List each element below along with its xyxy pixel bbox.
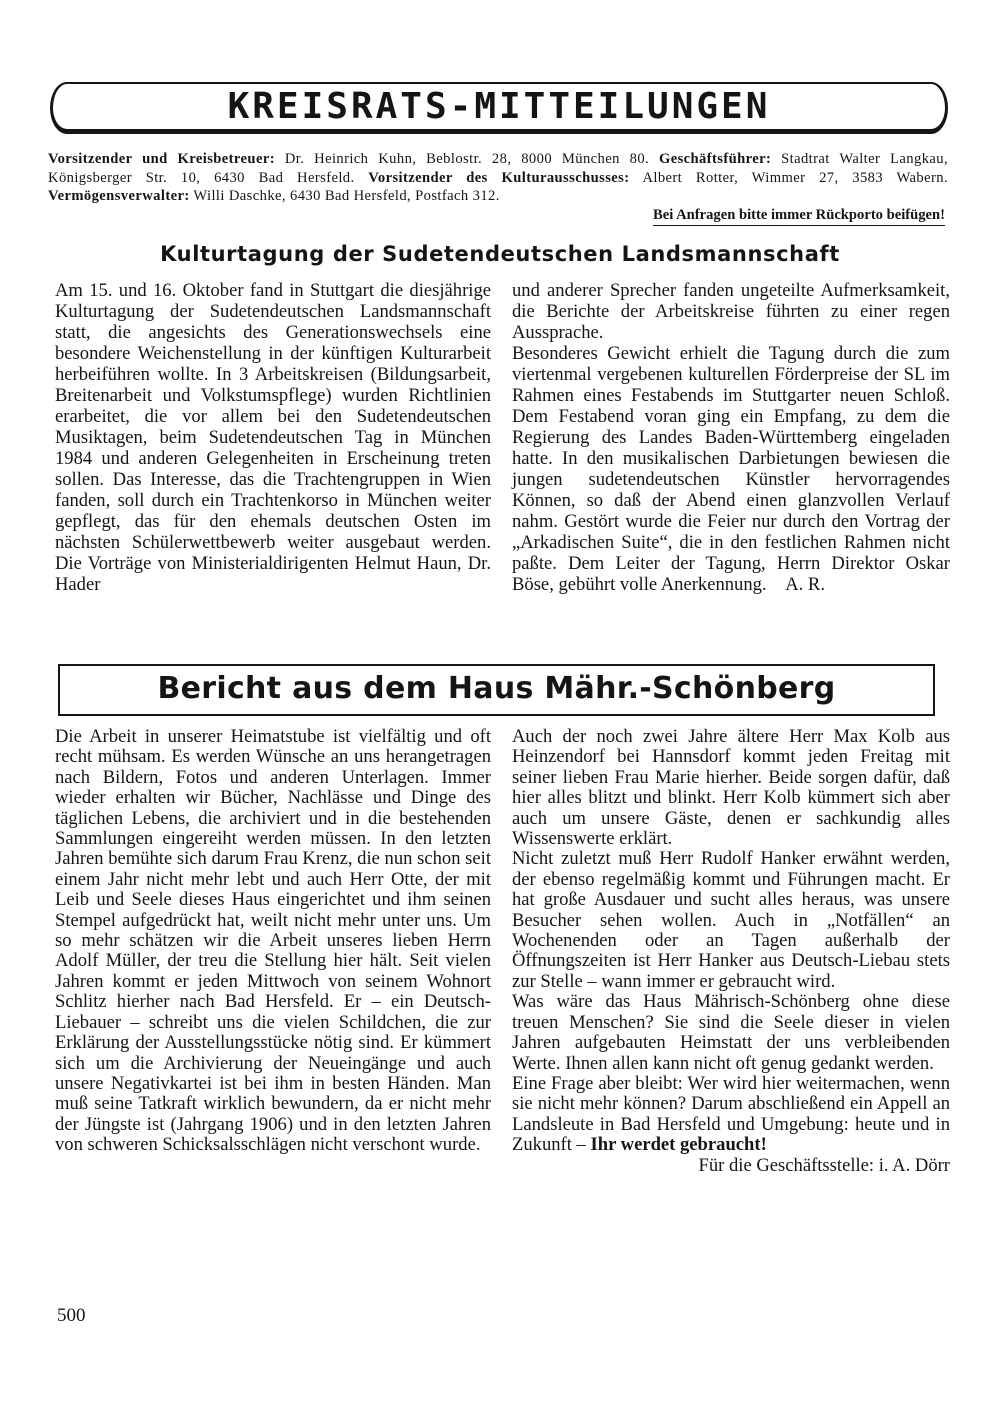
article2-paragraph: Die Arbeit in unserer Heimatstube ist vielfältig und oft recht mühsam. Es werden Wünsche an uns herangetragen nach Bildern, Fotos und anderen Unterlagen. Immer wieder erhalten wir Bücher, Nachlässe und Dinge des täglichen Lebens, die archiviert und in die bestehenden Sammlungen eingereiht werden müssen. In den letzten Jahren bemühte sich darum Frau Krenz, die nun schon seit einem Jahr nicht mehr lebt und auch Herr Otte, der mit Leib und Seele dieses Haus eingerichtet und ihm seinen Stempel aufgedrückt hat, weilt nicht mehr unter uns. Um so mehr schätzen wir die Arbeit unseres lieben Herrn Adolf Müller, der treu die Stellung hier hält. Seit vielen Jahren kommt er jeden Mittwoch von seinem Wohnort Schlitz hierher nach Bad Hersfeld. Er – ein Deutsch-Liebauer – schreibt uns die vielen Schildchen, die zur Erklärung der Ausstellungsstücke nötig sind. Er kümmert sich um die Archivierung der Neueingänge und auch unsere Negativkartei ist bei ihm in besten Händen. Man muß seine Tatkraft wirklich bewundern, da er nicht mehr der Jüngste ist (Jahrgang 1906) und in den letzten Jahren von schweren Schicksalsschlägen nicht verschont wurde. [55,726,491,1156]
article1-paragraph [512,343,950,595]
article1-paragraph-text: Besonderes Gewicht erhielt die Tagung durch die zum viertenmal vergebenen kulturellen Förderpreise der SL im Rahmen eines Festabends im Stuttgarter neuen Schloß. Dem Festabend voran ging ein Empfang, zu dem die Regierung des Landes Baden-Württemberg eingeladen hatte. In den musikalischen Darbietungen bewiesen die jungen sudetendeutschen Künstler hervorragendes Können, so daß der Abend einen glanzvollen Verlauf nahm. Gestört wurde die Feier nur durch den Vortrag der „Arkadischen Suite“, die in den festlichen Rahmen nicht paßte. Dem Leiter der Tagung, Herrn Direktor Oskar Böse, gebührt volle Anerkennung. [512,343,950,595]
masthead-title: KREISRATS-MITTEILUNGEN [227,86,771,127]
article2-paragraph: Auch der noch zwei Jahre ältere Herr Max Kolb aus Heinzendorf bei Hannsdorf kommt jeden Freitag mit seiner lieben Frau Marie hierher. Beide sorgen dafür, daß hier alles blitzt und blinkt. Herr Kolb kümmert sich aber auch um unsere Gäste, denen er sachkundig alles Wissenswerte erklärt. [512,726,950,850]
value-manager: Stadtrat Walter Langkau, Königsberger Str. 10, 6430 Bad Hersfeld. [48,151,949,186]
article2-signature: Für die Geschäftsstelle: i. A. Dörr [698,1154,950,1176]
value-culture-chair: Albert Rotter, Wimmer 27, 3583 Wabern. [629,169,948,186]
article2-emphasis: Ihr werdet gebraucht! [590,1134,767,1156]
value-chairman: Dr. Heinrich Kuhn, Beblostr. 28, 8000 München 80. [274,151,659,167]
article2-column-left [55,727,491,1156]
article1-column-right [512,280,950,595]
article1-paragraph: Am 15. und 16. Oktober fand in Stuttgart die diesjährige Kulturtagung der Sudetendeutschen Landsmannschaft statt, die angesichts des Generationswechsels eine besondere Weichenstellung in der künftigen Kulturarbeit herbeiführen wollte. In 3 Arbeitskreisen (Bildungsarbeit, Breitenarbeit und Volkstumspflege) wurden Richtlinien erarbeitet, die vor allem bei den Sudetendeutschen Musiktagen, beim Sudetendeutschen Tag in München 1984 und anderen Gelegenheiten in Erscheinung treten sollen. Das Interesse, das die Trachtengruppen in Wien fanden, soll durch ein Trachtenkorso in München weiter gepflegt, das für den ehemals deutschen Osten im nächsten Schülerwettbewerb weiter ausgebaut werden. Die Vorträge von Ministerialdirigenten Helmut Haun, Dr. Hader [55,280,491,595]
article2-paragraph: Nicht zuletzt muß Herr Rudolf Hanker erwähnt werden, der ebenso regelmäßig kommt und Führungen macht. Er hat große Ausdauer und sucht alles heraus, was unsere Besucher sehen wollen. Auch in „Notfällen“ an Wochenenden oder an Tagen außerhalb der Öffnungszeiten ist Herr Hanker aus Deutsch-Liebau stets zur Stelle – wann immer er gebraucht wird. [512,848,950,992]
article2-paragraph-text: Eine Frage aber bleibt: Wer wird hier weitermachen, wenn sie nicht mehr können? Darum abschließend ein Appell an Landsleute in Bad Hersfeld und Umgebung: heute und in Zukunft – [512,1072,950,1156]
contact-info [48,150,948,206]
article2-headline: Bericht aus dem Haus Mähr.-Schönberg [157,671,836,706]
label-chairman: Vorsitzender und Kreisbetreuer: [48,151,275,167]
article2-paragraph [512,1074,950,1156]
article1-paragraph: und anderer Sprecher fanden ungeteilte Aufmerksamkeit, die Berichte der Arbeitskreise führten zu einer regen Aussprache. [512,280,950,343]
page-number: 500 [57,1305,86,1326]
article1-signature: A. R. [785,574,825,595]
article2-paragraph: Was wäre das Haus Mährisch-Schönberg ohne diese treuen Menschen? Sie sind die Seele dieser in vielen Jahren aufgebauten Heimstatt der uns verbleibenden Werte. Ihnen allen kann nicht oft genug gedankt werden. [512,991,950,1074]
label-manager: Geschäftsführer: [658,151,772,167]
article1-headline: Kulturtagung der Sudetendeutschen Landsmannschaft [160,242,840,266]
return-postage-notice: Bei Anfragen bitte immer Rückporto beifügen! [653,206,945,226]
label-culture-chair: Vorsitzender des Kulturausschusses: [368,169,630,186]
article1-column-left [55,280,491,595]
article2-column-right [512,727,950,1176]
label-treasurer: Vermögensverwalter: [48,188,190,204]
value-treasurer: Willi Daschke, 6430 Bad Hersfeld, Postfach 312. [189,188,500,204]
